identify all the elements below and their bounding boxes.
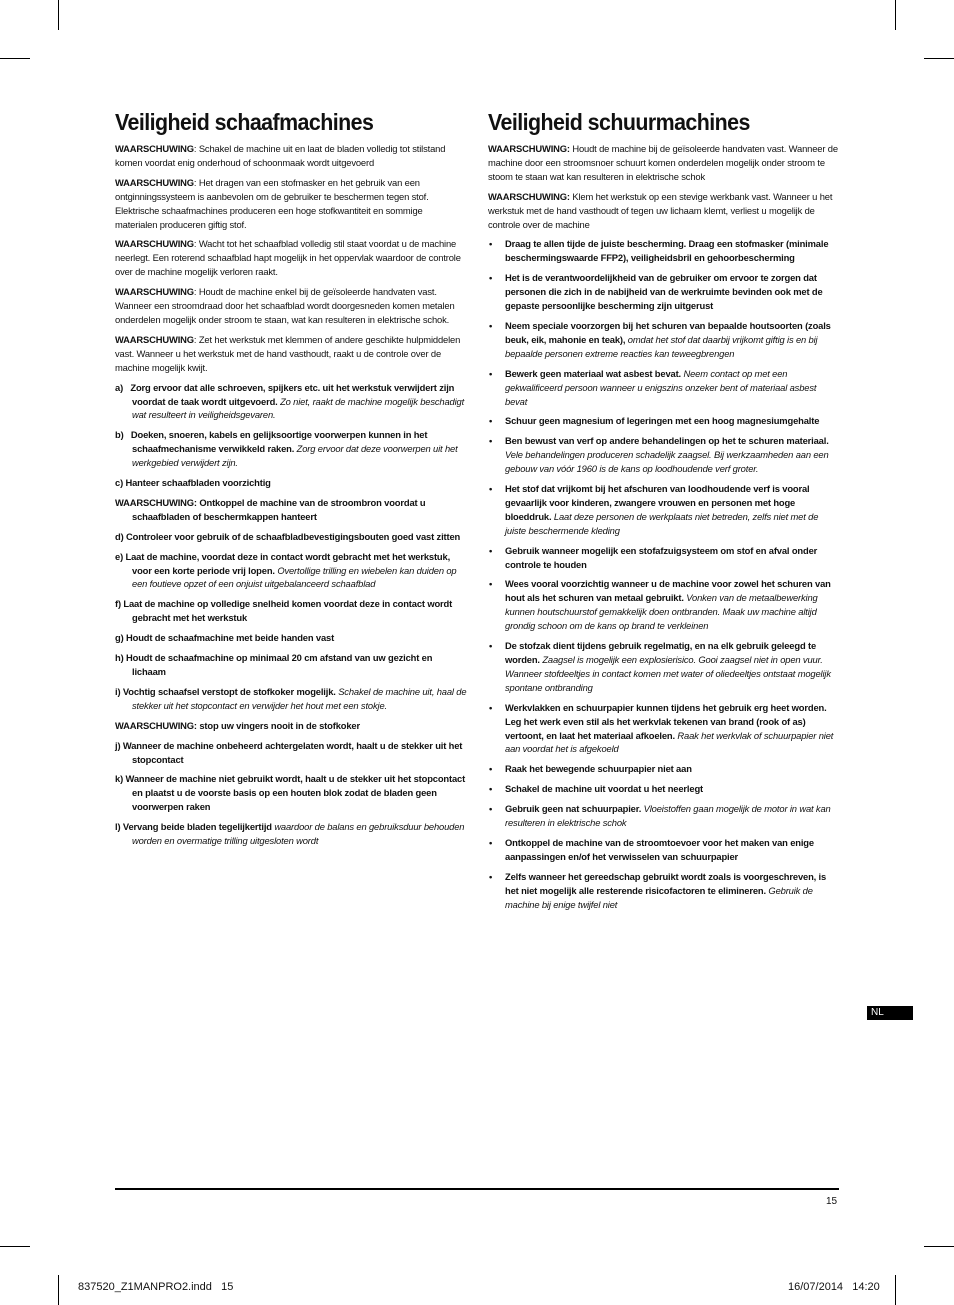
instruction-bold-text: e) Laat de machine, voordat deze in contact wordt gebracht met het werkstuk, voor een korte periode vrij lopen. — [115, 550, 451, 576]
bullet-italic-text: Vonken van de metaalbewerking kunnen houtschuurstof gemakkelijk doen ontbranden. Maak uw machine altijd grondig schoon om de kans op brand te verkleinen — [505, 592, 818, 632]
bullet-bold-text: Wees vooral voorzichtig wanneer u de machine voor zowel het schuren van hout als het schuren van metaal gebruikt. — [505, 578, 831, 604]
instruction-item — [115, 719, 467, 733]
bullet-item — [488, 577, 838, 633]
bullet-bold-text: Het stof dat vrijkomt bij het afschuren van loodhoudende verf is vooral gevaarlijk voor kinderen, zwangere vrouwen en personen met hoge bloeddruk. — [505, 483, 810, 522]
warning-text: : Houdt de machine enkel bij de geïsoleerde handvaten vast. Wanneer een stroomdraad door het schaafblad wordt doorgesneden komen metalen onderdelen mogelijk onder stroom te staan, wat kan resulteren in elektrische schok. — [115, 286, 455, 325]
bullet-marker: • — [489, 544, 493, 556]
bullet-bold-text: De stofzak dient tijdens gebruik regelmatig, en na elk gebruik geleegd te worden. — [505, 640, 817, 665]
warning-label: WAARSCHUWING — [115, 238, 194, 250]
bullet-item — [488, 434, 838, 476]
instruction-item — [115, 631, 467, 645]
warning-paragraph — [488, 190, 838, 232]
bullet-marker: • — [489, 435, 493, 447]
warning-text: Houdt de machine bij de geïsoleerde handvaten vast. Wanneer de machine door een stroomsnoer schuurt komen onderdelen mogelijk onder stroom te stoom te staan wat kan resulteren in elektrische schok — [488, 143, 838, 182]
warning-text: : Het dragen van een stofmasker en het gebruik van een ontginningssysteem is aanbevolen om de gebruiker te beschermen tegen stof. Elektrische schaafmachines produceren een hoge stofkwantiteit en sommige materialen produceren giftig stof. — [115, 176, 429, 230]
bullet-bold-text: Draag te allen tijde de juiste bescherming. Draag een stofmasker (minimale beschermingswaarde FFP2), veiligheidsbril en gehoorbescherming — [505, 238, 829, 264]
warning-paragraph — [488, 142, 838, 184]
warning-label: WAARSCHUWING — [115, 286, 194, 298]
bullet-item — [488, 319, 838, 361]
bullet-bold-text: Schakel de machine uit voordat u het neerlegt — [505, 783, 703, 795]
bullet-italic-text: Vloeistoffen gaan mogelijk de motor in wat kan resulteren in elektrische schok — [505, 803, 831, 829]
instruction-italic-text: Zo niet, raakt de machine mogelijk beschadigt wat resulteert in veiligheidsgevaren. — [132, 395, 465, 421]
bullet-marker: • — [489, 701, 493, 713]
warning-label: WAARSCHUWING — [115, 176, 194, 188]
instruction-item — [115, 772, 467, 814]
bullet-italic-text: Laat deze personen de werkplaats niet betreden, zelfs niet met de juiste beschermende kleding — [505, 510, 819, 536]
bullet-marker: • — [489, 640, 493, 652]
warning-label: WAARSCHUWING: — [488, 190, 570, 202]
crop-mark — [895, 1275, 896, 1305]
bullet-bold-text: Neem speciale voorzorgen bij het schuren van bepaalde houtsoorten (zoals beuk, eik, mahonie en teak), — [505, 319, 831, 345]
warning-text: : Wacht tot het schaafblad volledig stil staat voordat u de machine neerlegt. Een roterend schaafblad hapt mogelijk in het oppervlak waardoor de controle over de machine mogelijk verloren raakt. — [115, 238, 461, 278]
bullet-item — [488, 544, 838, 572]
bullet-italic-text: Raak het werkvlak of schuurpapier niet aan voordat het is afgekoeld — [505, 729, 834, 755]
bullet-item — [488, 639, 838, 695]
instruction-item — [115, 597, 467, 625]
bullet-marker: • — [489, 803, 493, 815]
bullet-bold-text: Raak het bewegende schuurpapier niet aan — [505, 763, 692, 775]
bullet-marker: • — [489, 415, 493, 427]
bullet-bold-text: Ontkoppel de machine van de stroomtoevoer voor het maken van enige aanpassingen en/of het verwisselen van schuurpapier — [505, 836, 814, 862]
bullet-marker: • — [489, 783, 493, 795]
instruction-bold-text: j) Wanneer de machine onbeheerd achtergelaten wordt, haalt u de stekker uit het stopcontact — [115, 739, 463, 765]
bullet-bold-text: Schuur geen magnesium of legeringen met een hoog magnesiumgehalte — [505, 415, 820, 427]
bullet-item — [488, 414, 838, 428]
crop-mark — [0, 58, 30, 59]
crop-mark — [58, 0, 59, 30]
bullet-item — [488, 271, 838, 313]
language-tab: NL — [867, 1006, 913, 1020]
instruction-italic-text: Overtollige trilling en wiebelen kan duiden op een foutieve opzet of een onjuist uitgebalanceerd schaafblad — [132, 564, 457, 590]
bullet-marker: • — [489, 272, 493, 284]
instruction-item — [115, 381, 467, 423]
bullet-italic-text: Zaagsel is mogelijk een explosierisico. Gooi zaagsel niet in open vuur. Wanneer stofdeeltjes in contact komen met water of oliedeeltjes ontstaat mogelijk spontane ontbranding — [505, 654, 831, 693]
bullet-marker: • — [489, 836, 493, 848]
warning-paragraph — [115, 285, 467, 327]
bullet-marker: • — [489, 870, 493, 882]
instruction-bold-text: WAARSCHUWING: stop uw vingers nooit in de stofkoker — [115, 719, 360, 731]
instruction-item — [115, 428, 467, 470]
warning-paragraph — [115, 333, 467, 375]
footer-file-info: 837520_Z1MANPRO2.indd 15 — [78, 1281, 234, 1293]
bullet-marker: • — [489, 238, 493, 250]
bullet-italic-text: Neem contact op met een gekwalificeerd persoon wanneer u enigszins onzeker bent of materiaal asbest bevat — [505, 367, 817, 407]
bullet-marker: • — [489, 763, 493, 775]
instruction-item — [115, 530, 467, 544]
footer-rule — [115, 1188, 839, 1190]
bullet-item — [488, 782, 838, 796]
crop-mark — [924, 1246, 954, 1247]
warning-text: : Schakel de machine uit en laat de bladen volledig tot stilstand komen voordat enig onderhoud of schoonmaak wordt uitgevoerd — [115, 143, 446, 168]
bullet-bold-text: Zelfs wanneer het gereedschap gebruikt wordt zoals is voorgeschreven, is het niet mogelijk alle resterende risicofactoren te elimineren. — [505, 870, 827, 896]
instruction-item — [115, 739, 467, 767]
instruction-bold-text: l) Vervang beide bladen tegelijkertijd — [115, 821, 272, 833]
instruction-bold-text: g) Houdt de schaafmachine met beide handen vast — [115, 632, 335, 644]
instruction-bold-text: k) Wanneer de machine niet gebruikt wordt, haalt u de stekker uit het stopcontact en plaatst u de voorste basis op een houten blok zodat de bladen geen voorwerpen raken — [115, 773, 466, 813]
bullet-marker: • — [489, 367, 493, 379]
warning-paragraph — [115, 237, 467, 279]
crop-mark — [924, 58, 954, 59]
instruction-bold-text: d) Controleer voor gebruik of de schaafbladbevestigingsbouten goed vast zitten — [115, 530, 461, 542]
bullet-marker: • — [489, 483, 493, 495]
instruction-item — [115, 496, 467, 524]
bullet-item — [488, 482, 838, 538]
bullet-item — [488, 836, 838, 864]
instruction-bold-text: b) Doeken, snoeren, kabels en gelijksoortige voorwerpen kunnen in het schaafmechanisme verwikkeld raken. — [115, 429, 428, 455]
warning-text: : Zet het werkstuk met klemmen of andere geschikte hulpmiddelen vast. Wanneer u het werkstuk met de hand vasthoudt, raakt u de controle over de machine mogelijk kwijt. — [115, 333, 461, 373]
bullet-item — [488, 762, 838, 776]
bullet-item — [488, 870, 838, 912]
warning-label: WAARSCHUWING — [115, 143, 194, 154]
page-number: 15 — [826, 1196, 838, 1207]
bullet-bold-text: Bewerk geen materiaal wat asbest bevat. — [505, 367, 682, 379]
bullet-marker: • — [489, 319, 493, 331]
bullet-bold-text: Ben bewust van verf op andere behandelingen op het te schuren materiaal. — [505, 435, 829, 447]
bullet-item — [488, 367, 838, 409]
instruction-item — [115, 820, 467, 848]
instruction-item — [115, 550, 467, 592]
instruction-bold-text: c) Hanteer schaafbladen voorzichtig — [115, 477, 271, 489]
warning-label: WAARSCHUWING: — [488, 143, 570, 154]
bullet-bold-text: Gebruik wanneer mogelijk een stofafzuigsysteem om stof en afval onder controle te houden — [505, 544, 818, 570]
planer-safety-section — [115, 108, 467, 854]
crop-mark — [895, 0, 896, 30]
instruction-italic-text: Schakel de machine uit, haal de stekker uit het stopcontact en verwijder het hout met een stokje. — [132, 685, 467, 711]
bullet-marker: • — [489, 578, 493, 590]
bullet-bold-text: Werkvlakken en schuurpapier kunnen tijdens het gebruik erg heet worden. Leg het werk even stil als het werkvlak tekenen van brand (rook of as) vertoont, en laat het materiaal afkoelen. — [505, 701, 827, 741]
instruction-bold-text: f) Laat de machine op volledige snelheid komen voordat deze in contact wordt gebracht met het werkstuk — [115, 598, 453, 624]
warning-paragraph — [115, 176, 467, 232]
warning-text: Klem het werkstuk op een stevige werkbank vast. Wanneer u het werkstuk met de hand vasthoudt of tegen uw lichaam klemt, verliest u mogelijk de controle over de machine — [488, 190, 833, 230]
warning-label: WAARSCHUWING — [115, 333, 194, 345]
crop-mark — [0, 1246, 30, 1247]
section-title: Veiligheid schaafmachines — [115, 109, 374, 135]
bullet-item — [488, 802, 838, 830]
bullet-italic-text: Vele behandelingen produceren schadelijk zaagsel. Bij werkzaamheden aan een gebouw van vóór 1960 is de kans op loodhoudende verf groter. — [505, 449, 829, 475]
bullet-italic-text: Gebruik de machine bij enige twijfel niet — [505, 884, 813, 910]
crop-mark — [58, 1275, 59, 1305]
instruction-item — [115, 685, 467, 713]
bullet-italic-text: omdat het stof dat daarbij vrijkomt giftig is en bij bepaalde personen extreme reacties kan teweegbrengen — [505, 333, 818, 359]
section-title: Veiligheid schuurmachines — [488, 109, 750, 135]
bullet-bold-text: Het is de verantwoordelijkheid van de gebruiker om ervoor te zorgen dat personen die zich in de nabijheid van de werkruimte bevinden ook met de gepaste persoonlijke bescherming zijn uitgerust — [505, 272, 823, 312]
instruction-italic-text: waardoor de balans en gebruiksduur behouden worden en overmatige trilling uitgesloten wordt — [132, 821, 465, 847]
instruction-italic-text: Zorg ervoor dat deze voorwerpen uit het werkgebied verwijdert zijn. — [132, 443, 458, 469]
footer-datetime: 16/07/2014 14:20 — [788, 1281, 880, 1293]
instruction-item — [115, 476, 467, 490]
sander-safety-section — [488, 108, 838, 918]
bullet-item — [488, 701, 838, 757]
warning-paragraph — [115, 142, 467, 170]
instruction-bold-text: i) Vochtig schaafsel verstopt de stofkoker mogelijk. — [115, 685, 336, 697]
instruction-bold-text: h) Houdt de schaafmachine op minimaal 20 cm afstand van uw gezicht en lichaam — [115, 652, 433, 677]
instruction-bold-text: WAARSCHUWING: Ontkoppel de machine van de stroombron voordat u schaafbladen of beschermkappen hanteert — [115, 496, 426, 522]
instruction-item — [115, 651, 467, 679]
bullet-item — [488, 237, 838, 265]
bullet-bold-text: Gebruik geen nat schuurpapier. — [505, 803, 642, 815]
instruction-bold-text: a) Zorg ervoor dat alle schroeven, spijkers etc. uit het werkstuk verwijdert zijn voordat de taak wordt uitgevoerd. — [115, 381, 455, 407]
